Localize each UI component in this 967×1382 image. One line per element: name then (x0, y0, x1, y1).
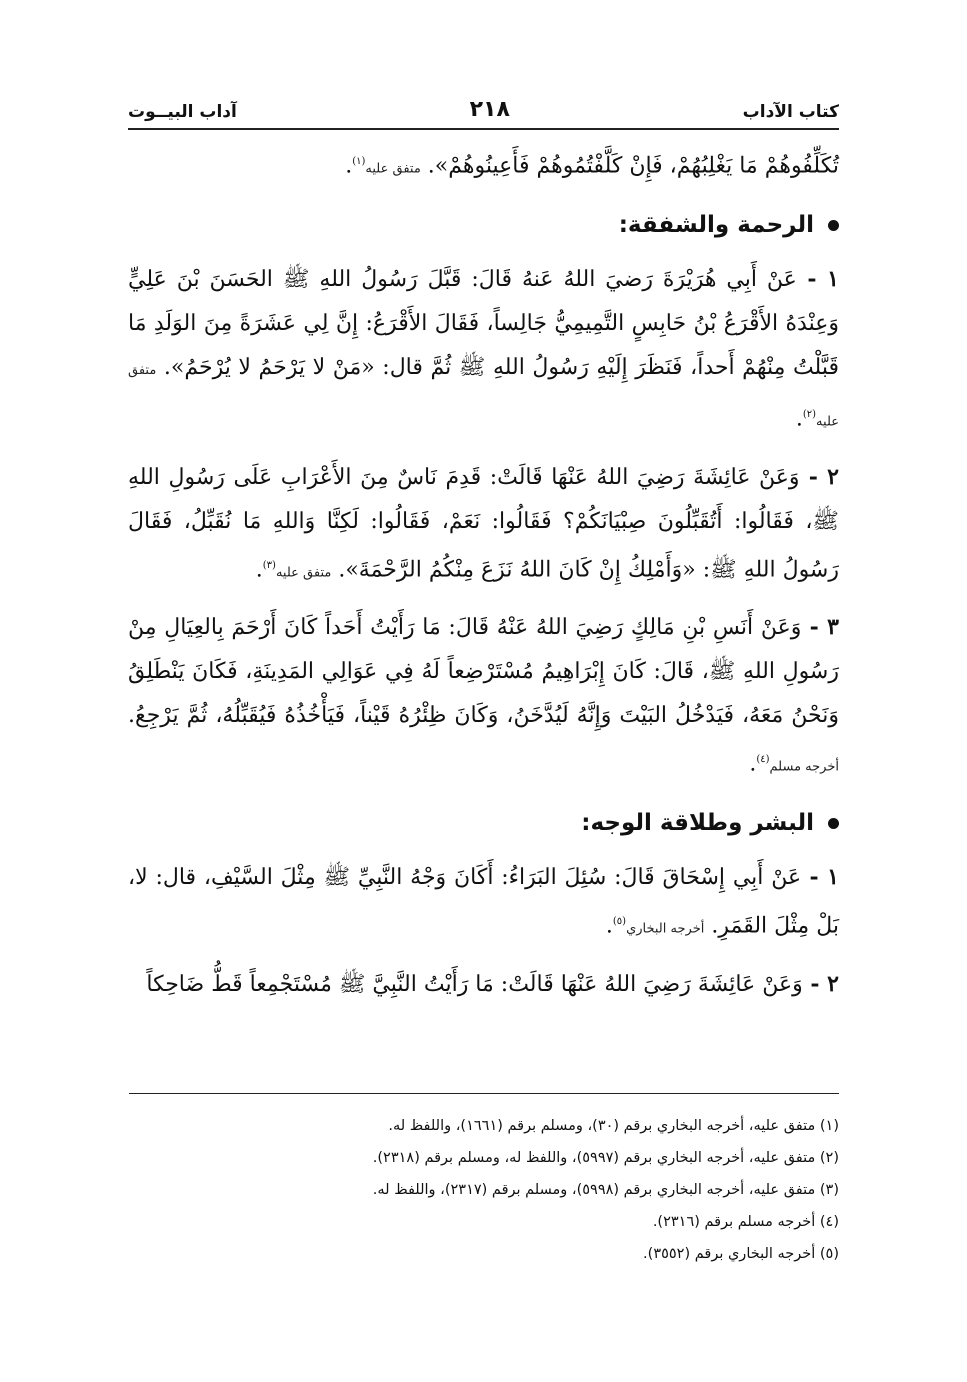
hadith-item (128, 855, 839, 951)
intro-paragraph (128, 140, 839, 191)
hadith-source: متفق عليه (128, 363, 839, 430)
footnotes (128, 1110, 839, 1270)
hadith-number: ٢ - (802, 970, 839, 997)
hadith-end: . (255, 556, 263, 582)
section-heading-text: البشر وطلاقة الوجه: (581, 810, 814, 837)
hadith-source: متفق عليه (275, 564, 332, 580)
footnote: (٤) أخرجه مسلم برقم (٢٣١٦). (652, 1214, 839, 1230)
chapter-title: كتاب الآداب (742, 102, 839, 122)
section-heading-cheerfulness (128, 801, 839, 845)
page-number: ٢١٨ (469, 97, 510, 122)
footnote: (٥) أخرجه البخاري برقم (٣٥٥٢). (643, 1246, 839, 1262)
hadith-number: ٢ - (799, 463, 839, 490)
footnote: (٣) متفق عليه، أخرجه البخاري برقم (٥٩٩٨)، ومسلم برقم (٢٣١٧)، واللفظ له. (372, 1182, 839, 1198)
page-body (128, 140, 839, 1017)
hadith-end: . (749, 751, 757, 777)
hadith-source: أخرجه البخاري (626, 921, 705, 937)
section-heading-text: الرحمة والشفقة: (618, 212, 814, 239)
intro-source: متفق عليه (365, 161, 421, 177)
footnote: (١) متفق عليه، أخرجه البخاري برقم (٣٠)، ومسلم برقم (١٦٦١)، واللفظ له. (388, 1118, 839, 1134)
hadith-end: . (795, 406, 803, 432)
hadith-text: وَعَنْ أَنَسِ بْنِ مَالِكٍ رَضِيَ اللهُ عَنْهُ قَالَ: مَا رَأَيْتُ أَحَداً كَانَ أَرْحَمَ بِالعِيَالِ مِنْ رَسُولِ اللهِ ﷺ، قَالَ: كَانَ إِبْرَاهِيمُ مُسْتَرْضِعاً لَهُ فِي عَوَالِي المَدِينَةِ، فَكَانَ يَنْطَلِقُ وَنَحْنُ مَعَهُ، فَيَدْخُلُ البَيْتَ وَإِنَّهُ لَيُدَّخَنُ، وَكَانَ ظِئْرُهُ قَيْناً، فَيَأْخُذُهُ فَيُقَبِّلُهُ، ثُمَّ يَرْجِعُ. (128, 614, 839, 728)
footnote-divider (129, 1093, 839, 1094)
hadith-item (128, 455, 839, 595)
hadith-text: وَعَنْ عَائِشَةَ رَضِيَ اللهُ عَنْهَا قَالَتْ: مَا رَأَيْتُ النَّبِيَّ ﷺ مُسْتَجْمِعاً قَطُّ ضَاحِكاً (146, 971, 803, 997)
hadith-text: عَنْ أَبِي هُرَيْرَةَ رَضيَ اللهُ عَنهُ قَالَ: قَبَّلَ رَسُولُ اللهِ ﷺ الحَسَنَ بْنَ عَلِيٍّ وَعِنْدَهُ الأَقْرَعُ بْنُ حَابِسٍ التَّمِيمِيُّ جَالِساً، فَقَالَ الأَقْرَعُ: إِنَّ لِي عَشَرَةً مِنَ الوَلَدِ مَا قَبَّلْتُ مِنْهُمْ أَحداً، فَنَظَرَ إِلَيْهِ رَسُولُ اللهِ ﷺ ثُمَّ قال: «مَنْ لا يَرْحَمُ لا يُرْحَمُ». (128, 267, 839, 381)
footnote-ref: (٢) (802, 409, 817, 421)
bullet-icon (828, 220, 839, 231)
hadith-number: ١ - (801, 864, 839, 891)
bullet-icon (828, 818, 839, 829)
footnote: (٢) متفق عليه، أخرجه البخاري برقم (٥٩٩٧)، واللفظ له، ومسلم برقم (٢٣١٨). (372, 1150, 839, 1166)
section-title: آداب البيــوت (128, 102, 237, 122)
section-heading-mercy (128, 203, 839, 247)
hadith-item (128, 605, 839, 789)
hadith-item (128, 257, 839, 444)
footnote-ref: (٤) (756, 753, 770, 765)
hadith-number: ١ - (796, 266, 839, 293)
running-header (128, 82, 839, 130)
hadith-number: ٣ - (801, 613, 839, 640)
intro-text: تُكَلِّفُوهُمْ مَا يَغْلِبُهُمْ، فَإِنْ كَلَّفْتُمُوهُمْ فَأَعِينُوهُمْ». (420, 153, 839, 179)
intro-ref: (١) (352, 156, 366, 167)
hadith-item (128, 962, 839, 1007)
hadith-source: أخرجه مسلم (769, 759, 839, 775)
hadith-end: . (605, 913, 613, 939)
hadith-text: عَنْ أَبِي إِسْحَاقَ قَالَ: سُئِلَ البَرَاءُ: أَكَانَ وَجْهُ النَّبِيِّ ﷺ مِثْلَ السَّيْفِ، قال: لا، بَلْ مِثْلَ القَمَرِ. (128, 865, 839, 939)
intro-end: . (345, 153, 353, 179)
footnote-ref: (٣) (262, 559, 276, 571)
footnote-ref: (٥) (612, 916, 627, 928)
hadith-text: وَعَنْ عَائِشَةَ رَضِيَ اللهُ عَنْهَا قَالَتْ: قَدِمَ نَاسٌ مِنَ الأَعْرَابِ عَلَى رَسُولِ اللهِ ﷺ، فَقَالُوا: أَتُقَبِّلُونَ صِبْيَانَكُمْ؟ فَقَالُوا: نَعَمْ، فَقَالُوا: لَكِنَّا وَاللهِ مَا نُقَبِّلُ، فَقَالَ رَسُولُ اللهِ ﷺ: «وَأَمْلِكُ إِنْ كَانَ اللهُ نَزَعَ مِنْكُمُ الرَّحْمَةَ». (128, 464, 839, 582)
